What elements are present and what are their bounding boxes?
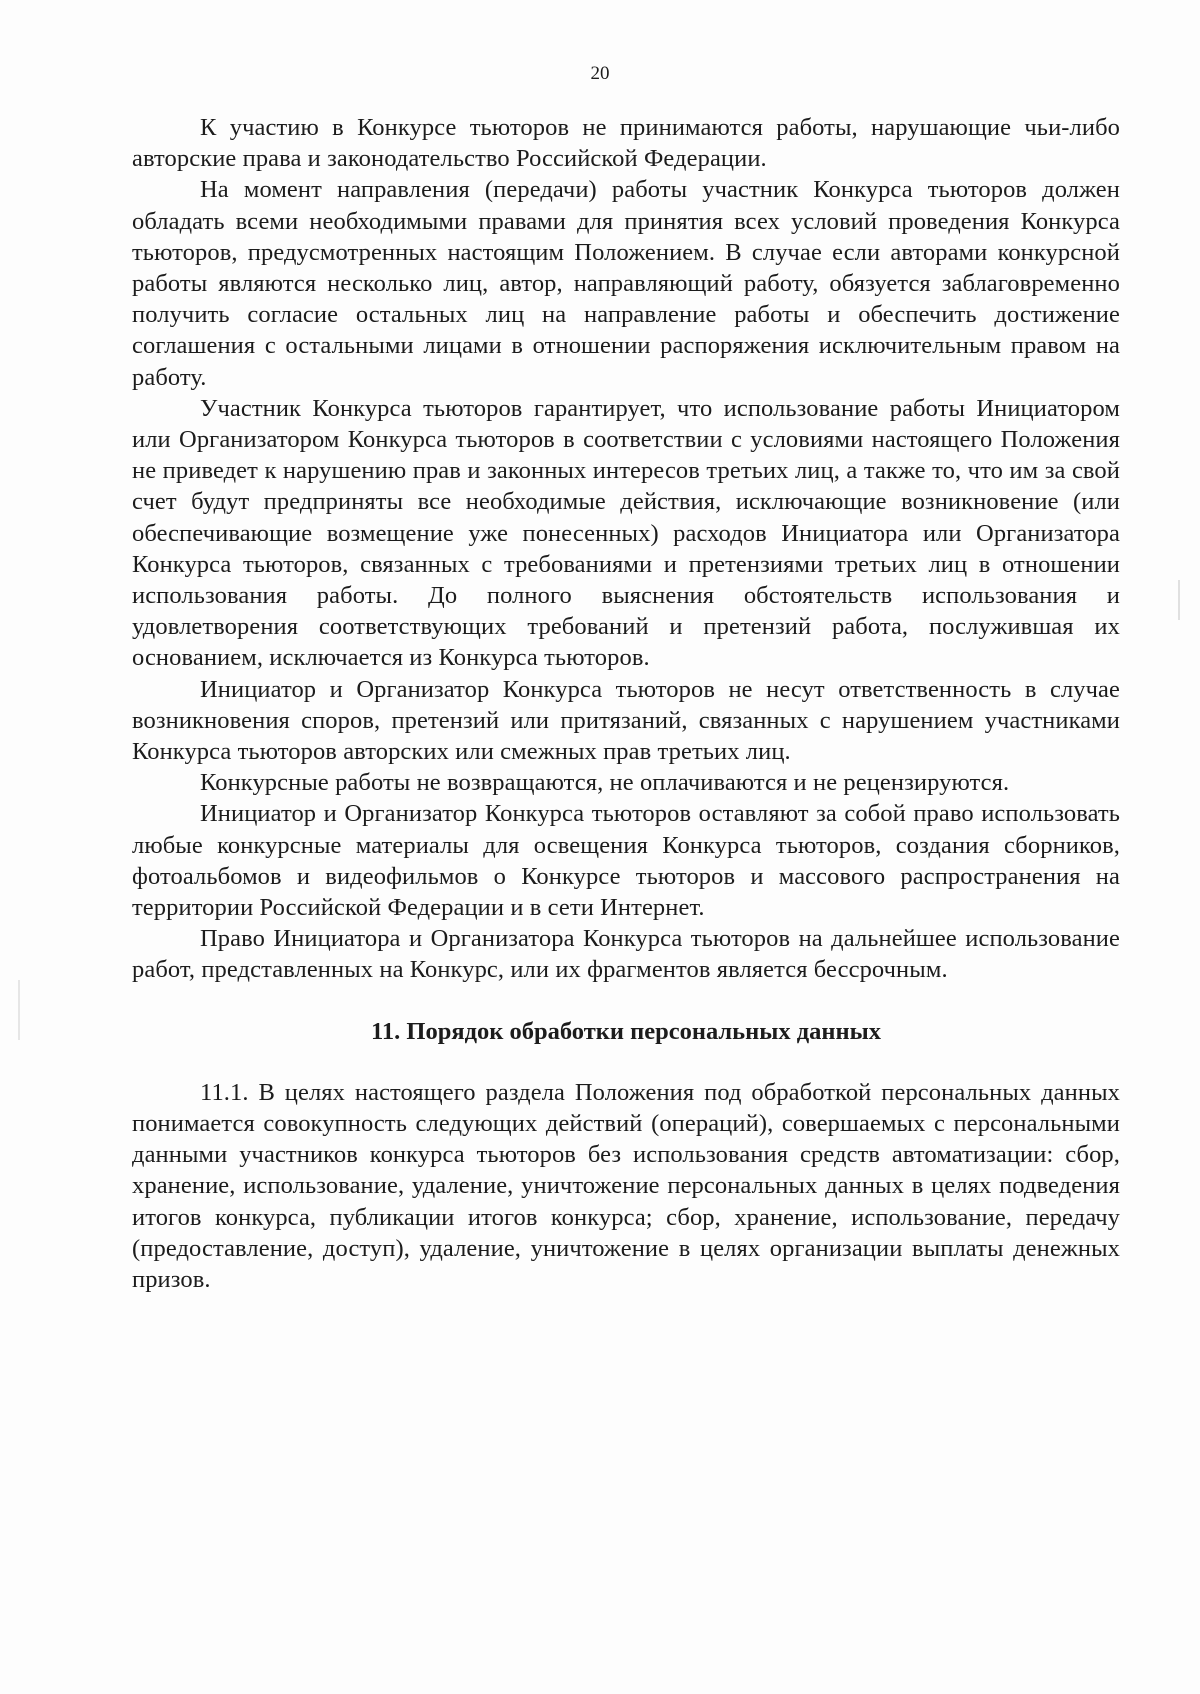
scan-artifact [18,980,20,1040]
paragraph: Конкурсные работы не возвращаются, не оплачиваются и не рецензируются. [200,769,1010,797]
paragraph: К участию в Конкурсе тьюторов не принимаются работы, нарушающие чьи-либо авторские права и законодательство Российской Федерации. [132,114,1120,173]
paragraph: Участник Конкурса тьюторов гарантирует, что использование работы Инициатором или Организатором Конкурса тьюторов в соответствии с условиями настоящего Положения не приведет к нарушению прав и законных интересов третьих лиц, а также то, что им за свой счет будут предприняты все необходимые действия, исключающие возникновение (или обеспечивающие возмещение уже понесенных) расходов Инициатора или Организатора Конкурса тьюторов, связанных с требованиями и претензиями третьих лиц в отношении использования работы. До полного выяснения обстоятельств использования и удовлетворения соответствующих требований и претензий работа, послужившая их основанием, исключается из Конкурса тьюторов. [132,394,1120,672]
paragraph: На момент направления (передачи) работы участник Конкурса тьюторов должен обладать всеми необходимыми правами для принятия всех условий проведения Конкурса тьюторов, предусмотренных настоящим Положением. В случае если авторами конкурсной работы являются несколько лиц, автор, направляющий работу, обязуется заблаговременно получить согласие остальных лиц на направление работы и обеспечить достижение соглашения с остальными лицами в отношении распоряжения исключительным правом на работу. [132,176,1120,391]
paragraph: Право Инициатора и Организатора Конкурса тьюторов на дальнейшее использование работ, представленных на Конкурс, или их фрагментов является бессрочным. [132,925,1120,984]
section-paragraph: 11.1. В целях настоящего раздела Положения под обработкой персональных данных понимается совокупность следующих действий (операций), совершаемых с персональными данными участников конкурса тьюторов без использования средств автоматизации: сбор, хранение, использование, удаление, уничтожение персональных данных в целях подведения итогов конкурса, публикации итогов конкурса; сбор, хранение, использование, передачу (предоставление, доступ), удаление, уничтожение в целях организации выплаты денежных призов. [132,1078,1120,1293]
paragraph: Инициатор и Организатор Конкурса тьюторов оставляют за собой право использовать любые конкурсные материалы для освещения Конкурса тьюторов, создания сборников, фотоальбомов и видеофильмов о Конкурсе тьюторов и массового распространения на территории Российской Федерации и в сети Интернет. [132,800,1120,922]
paragraph: Инициатор и Организатор Конкурса тьюторов не несут ответственность в случае возникновения споров, претензий или притязаний, связанных с нарушением участниками Конкурса тьюторов авторских или смежных прав третьих лиц. [132,675,1120,766]
section-heading: 11. Порядок обработки персональных данных [371,1017,881,1045]
document-body [132,112,1120,1295]
page-number: 20 [590,63,610,84]
scan-artifact [1178,580,1180,620]
